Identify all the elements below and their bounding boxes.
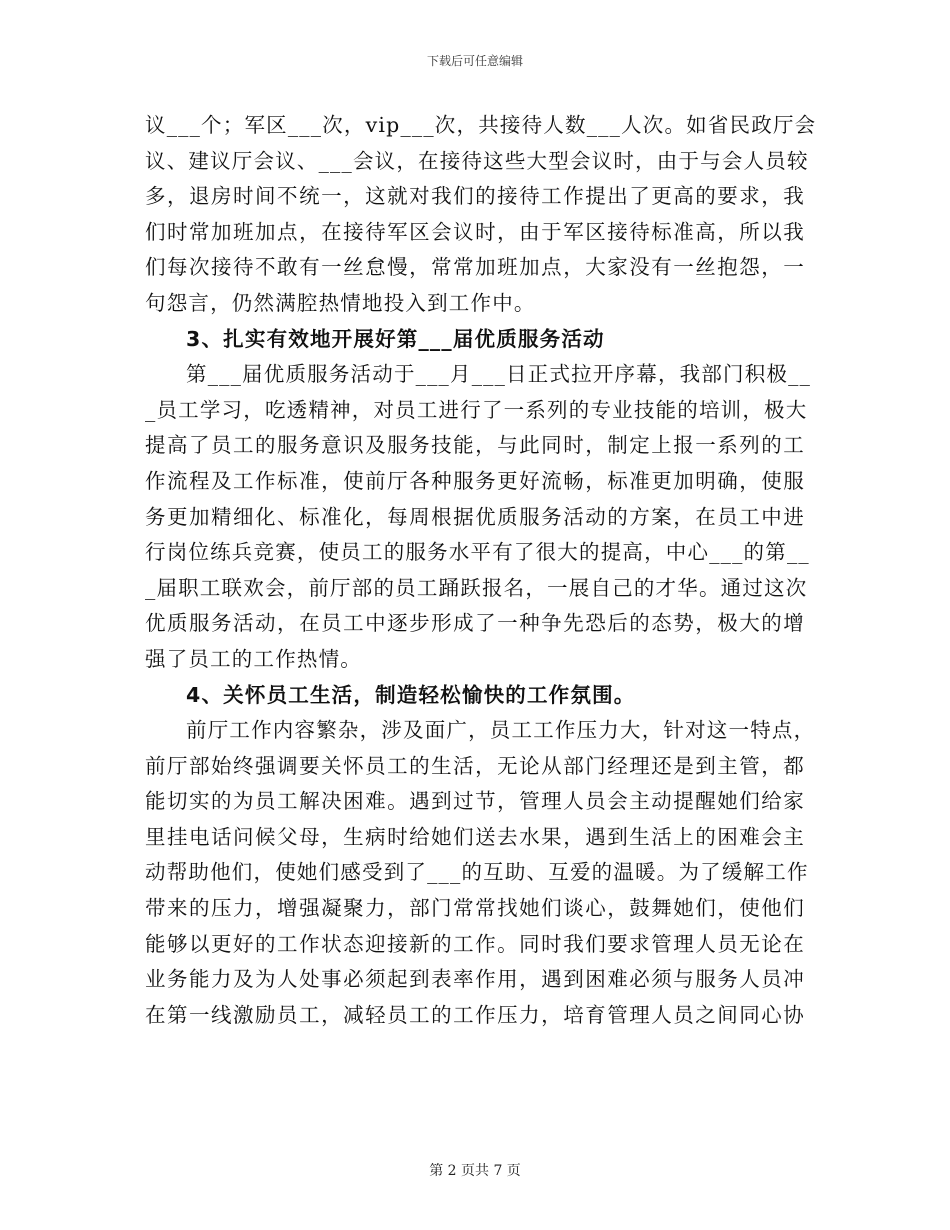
body-line: 第___届优质服务活动于___月___日正式拉开序幕，我部门积极__: [186, 362, 812, 387]
body-line: 能够以更好的工作状态迎接新的工作。同时我们要求管理人员无论在: [145, 931, 805, 956]
body-line: 议、建议厅会议、___会议，在接待这些大型会议时，由于与会人员较: [145, 148, 809, 173]
body-line: 们时常加班加点，在接待军区会议时，由于军区接待标准高，所以我: [145, 219, 805, 244]
body-line: 里挂电话问候父母，生病时给她们送去水果，遇到生活上的困难会主: [145, 824, 805, 849]
body-line: 们每次接待不敢有一丝怠慢，常常加班加点，大家没有一丝抱怨，一: [145, 255, 805, 280]
body-line: 在第一线激励员工，减轻员工的工作压力，培育管理人员之间同心协: [145, 1002, 805, 1027]
body-line: 作流程及工作标准，使前厅各种服务更好流畅，标准更加明确，使服: [145, 468, 805, 493]
body-line: 动帮助他们，使她们感受到了___的互助、互爱的温暖。为了缓解工作: [145, 860, 809, 885]
body-line: 优质服务活动，在员工中逐步形成了一种争先恐后的态势，极大的增: [145, 611, 805, 636]
body-line: 句怨言，仍然满腔热情地投入到工作中。: [145, 290, 536, 315]
body-line: _届职工联欢会，前厅部的员工踊跃报名，一展自己的才华。通过这次: [145, 575, 808, 600]
section-heading-3: 3、扎实有效地开展好第___届优质服务活动: [186, 326, 605, 351]
body-line: 强了员工的工作热情。: [145, 646, 362, 671]
body-line: 多，退房时间不统一，这就对我们的接待工作提出了更高的要求，我: [145, 184, 805, 209]
body-line: _员工学习，吃透精神，对员工进行了一系列的专业技能的培训，极大: [145, 397, 808, 422]
section-heading-4: 4、关怀员工生活，制造轻松愉快的工作氛围。: [186, 682, 636, 707]
body-line: 务更加精细化、标准化，每周根据优质服务活动的方案，在员工中进: [145, 504, 805, 529]
body-line: 前厅部始终强调要关怀员工的生活，无论从部门经理还是到主管，都: [145, 753, 805, 778]
body-line: 行岗位练兵竞赛，使员工的服务水平有了很大的提高，中心___的第__: [145, 540, 810, 565]
body-line: 带来的压力，增强凝聚力，部门常常找她们谈心，鼓舞她们，使他们: [145, 896, 805, 921]
page-header: 下载后可任意编辑: [426, 54, 523, 68]
body-line: 前厅工作内容繁杂，涉及面广，员工工作压力大，针对这一特点，: [186, 718, 816, 743]
body-line: 议___个；军区___次，vip___次，共接待人数___人次。如省民政厅会: [145, 113, 817, 137]
page-footer: 第 2 页共 7 页: [429, 1163, 521, 1179]
document-body: [145, 108, 817, 1033]
body-line: 业务能力及为人处事必须起到表率作用，遇到困难必须与服务人员冲: [145, 967, 805, 992]
body-line: 提高了员工的服务意识及服务技能，与此同时，制定上报一系列的工: [145, 433, 805, 458]
body-line: 能切实的为员工解决困难。遇到过节，管理人员会主动提醒她们给家: [145, 789, 805, 814]
